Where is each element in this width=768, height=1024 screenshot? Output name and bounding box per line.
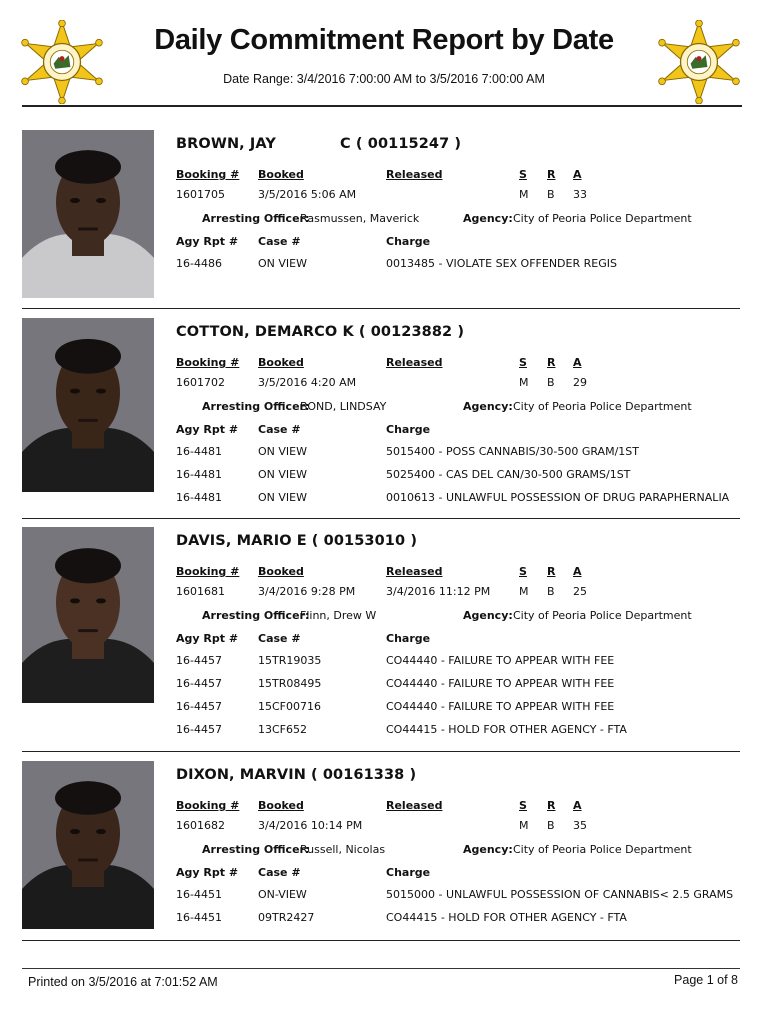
charge-agy-rpt: 16-4486: [176, 257, 222, 270]
charge-description: 0010613 - UNLAWFUL POSSESSION OF DRUG PARAPHERNALIA: [386, 491, 730, 504]
charge-description: CO44440 - FAILURE TO APPEAR WITH FEE: [386, 677, 615, 690]
arresting-officer-label: Arresting Officer:: [202, 609, 310, 622]
age-header: A: [573, 356, 582, 369]
booking-number: 1601702: [176, 376, 225, 389]
sex-header: S: [519, 799, 527, 812]
sex-header: S: [519, 565, 527, 578]
charge-agy-rpt: 16-4451: [176, 888, 222, 901]
charge-description: CO44415 - HOLD FOR OTHER AGENCY - FTA: [386, 911, 627, 924]
charge-agy-rpt: 16-4451: [176, 911, 222, 924]
sex-header: S: [519, 356, 527, 369]
agency-label: Agency:: [463, 609, 513, 622]
sex-value: M: [519, 188, 529, 201]
agy-rpt-header: Agy Rpt #: [176, 632, 239, 645]
charge-header: Charge: [386, 866, 431, 879]
charge-agy-rpt: 16-4481: [176, 445, 222, 458]
case-header: Case #: [258, 632, 301, 645]
booking-header: Booking #: [176, 799, 240, 812]
charge-case: 09TR2427: [258, 911, 315, 924]
case-header: Case #: [258, 423, 301, 436]
race-header: R: [547, 799, 556, 812]
record-divider: [22, 308, 740, 309]
race-header: R: [547, 168, 556, 181]
inmate-name: [176, 767, 306, 783]
booking-header: Booking #: [176, 168, 240, 181]
charge-agy-rpt: 16-4457: [176, 700, 222, 713]
page-number: Page 1 of 8: [674, 973, 738, 987]
charge-description: 5015400 - POSS CANNABIS/30-500 GRAM/1ST: [386, 445, 639, 458]
charge-agy-rpt: 16-4481: [176, 468, 222, 481]
agency-label: Agency:: [463, 212, 513, 225]
arresting-officer-value: Rasmussen, Maverick: [300, 212, 420, 225]
charge-case: ON VIEW: [258, 257, 307, 270]
inmate-name-text: DAVIS, MARIO E: [176, 533, 307, 549]
agency-label: Agency:: [463, 843, 513, 856]
age-value: 33: [573, 188, 587, 201]
agency-value: City of Peoria Police Department: [513, 609, 692, 622]
inmate-name: [176, 324, 354, 340]
charge-case: ON VIEW: [258, 445, 307, 458]
report-header: [0, 0, 768, 108]
booking-number: 1601705: [176, 188, 225, 201]
charge-case: 15TR08495: [258, 677, 322, 690]
inmate-name-text: COTTON, DEMARCO K: [176, 324, 354, 340]
agy-rpt-header: Agy Rpt #: [176, 423, 239, 436]
booked-header: Booked: [258, 799, 304, 812]
arresting-officer-label: Arresting Officer:: [202, 212, 310, 225]
released-datetime: 3/4/2016 11:12 PM: [386, 585, 491, 598]
sex-value: M: [519, 585, 529, 598]
arresting-officer-label: Arresting Officer:: [202, 843, 310, 856]
booking-header: Booking #: [176, 356, 240, 369]
race-value: B: [547, 188, 555, 201]
race-value: B: [547, 376, 555, 389]
booked-datetime: 3/5/2016 5:06 AM: [258, 188, 357, 201]
age-header: A: [573, 168, 582, 181]
inmate-name-text: DIXON, MARVIN: [176, 767, 306, 783]
arresting-officer-value: Flinn, Drew W: [300, 609, 377, 622]
booking-header: Booking #: [176, 565, 240, 578]
charge-description: 0013485 - VIOLATE SEX OFFENDER REGIS: [386, 257, 617, 270]
charge-case: 13CF652: [258, 723, 308, 736]
agency-value: City of Peoria Police Department: [513, 212, 692, 225]
sheriff-badge-logo-right: [657, 20, 741, 104]
booked-datetime: 3/5/2016 4:20 AM: [258, 376, 357, 389]
released-header: Released: [386, 168, 443, 181]
footer-divider: [22, 968, 740, 969]
arresting-officer-value: BOND, LINDSAY: [300, 400, 387, 413]
date-range: Date Range: 3/4/2016 7:00:00 AM to 3/5/2016 7:00:00 AM: [223, 72, 545, 86]
age-header: A: [573, 565, 582, 578]
inmate-id: C ( 00115247 ): [340, 136, 462, 152]
sex-header: S: [519, 168, 527, 181]
released-header: Released: [386, 565, 443, 578]
charge-agy-rpt: 16-4457: [176, 654, 222, 667]
printed-timestamp: Printed on 3/5/2016 at 7:01:52 AM: [28, 975, 218, 989]
arresting-officer-label: Arresting Officer:: [202, 400, 310, 413]
case-header: Case #: [258, 235, 301, 248]
charge-description: CO44440 - FAILURE TO APPEAR WITH FEE: [386, 700, 615, 713]
booked-datetime: 3/4/2016 10:14 PM: [258, 819, 363, 832]
released-header: Released: [386, 799, 443, 812]
inmate-id: ( 00161338 ): [310, 767, 417, 783]
mugshot-photo: [22, 761, 154, 929]
booked-header: Booked: [258, 168, 304, 181]
mugshot-photo: [22, 130, 154, 298]
booked-datetime: 3/4/2016 9:28 PM: [258, 585, 356, 598]
inmate-name-text: BROWN, JAY: [176, 136, 276, 152]
charge-agy-rpt: 16-4481: [176, 491, 222, 504]
charge-case: ON VIEW: [258, 491, 307, 504]
sex-value: M: [519, 819, 529, 832]
charge-header: Charge: [386, 632, 431, 645]
charge-case: 15TR19035: [258, 654, 322, 667]
charge-description: CO44415 - HOLD FOR OTHER AGENCY - FTA: [386, 723, 627, 736]
agy-rpt-header: Agy Rpt #: [176, 866, 239, 879]
charge-description: CO44440 - FAILURE TO APPEAR WITH FEE: [386, 654, 615, 667]
charge-case: 15CF00716: [258, 700, 321, 713]
race-value: B: [547, 585, 555, 598]
arresting-officer-value: Russell, Nicolas: [300, 843, 386, 856]
charge-description: 5015000 - UNLAWFUL POSSESSION OF CANNABIS< 2.5 GRAMS: [386, 888, 734, 901]
race-header: R: [547, 565, 556, 578]
inmate-id: ( 00123882 ): [358, 324, 465, 340]
released-header: Released: [386, 356, 443, 369]
page-title: Daily Commitment Report by Date: [154, 24, 614, 56]
age-header: A: [573, 799, 582, 812]
agency-value: City of Peoria Police Department: [513, 843, 692, 856]
charge-agy-rpt: 16-4457: [176, 723, 222, 736]
record-divider: [22, 751, 740, 752]
agy-rpt-header: Agy Rpt #: [176, 235, 239, 248]
agency-label: Agency:: [463, 400, 513, 413]
charge-header: Charge: [386, 423, 431, 436]
inmate-id: ( 00153010 ): [311, 533, 418, 549]
sex-value: M: [519, 376, 529, 389]
age-value: 25: [573, 585, 587, 598]
mugshot-photo: [22, 527, 154, 703]
charge-case: ON-VIEW: [258, 888, 307, 901]
inmate-name: [176, 136, 276, 152]
charge-case: ON VIEW: [258, 468, 307, 481]
agency-value: City of Peoria Police Department: [513, 400, 692, 413]
charge-agy-rpt: 16-4457: [176, 677, 222, 690]
record-divider: [22, 940, 740, 941]
inmate-name: [176, 533, 307, 549]
charge-description: 5025400 - CAS DEL CAN/30-500 GRAMS/1ST: [386, 468, 631, 481]
age-value: 35: [573, 819, 587, 832]
race-value: B: [547, 819, 555, 832]
booked-header: Booked: [258, 356, 304, 369]
booked-header: Booked: [258, 565, 304, 578]
header-divider: [22, 105, 742, 107]
mugshot-photo: [22, 318, 154, 492]
race-header: R: [547, 356, 556, 369]
charge-header: Charge: [386, 235, 431, 248]
booking-number: 1601681: [176, 585, 225, 598]
record-divider: [22, 518, 740, 519]
booking-number: 1601682: [176, 819, 225, 832]
case-header: Case #: [258, 866, 301, 879]
age-value: 29: [573, 376, 587, 389]
